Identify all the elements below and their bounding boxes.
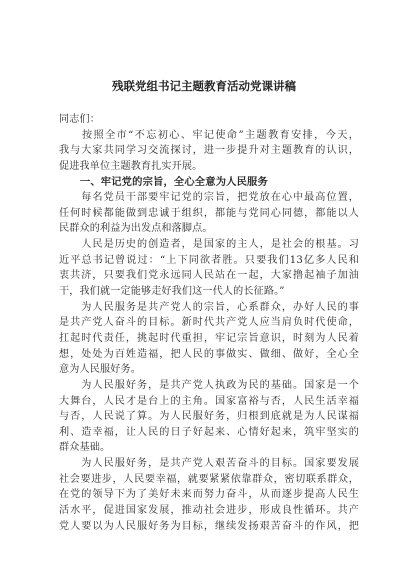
paragraph-line: 社会要进步，人民要幸福，就要紧紧依靠群众，密切联系群众， xyxy=(59,473,359,485)
paragraph-line: 人民是历史的创造者，是国家的主人，是社会的根基。习 xyxy=(59,239,359,251)
paragraph-line: 是共产党人奋斗的目标。新时代共产党人应当肩负时代使命， xyxy=(59,317,359,329)
document-title: 残联党组书记主题教育活动党课讲稿 xyxy=(112,79,296,93)
paragraph-line: 群众基础。 xyxy=(59,442,111,454)
document-body xyxy=(59,112,359,534)
paragraph-line: 为人民服务是共产党人的宗旨，心系群众，办好人民的事 xyxy=(59,301,359,313)
paragraph-line: 利、造幸福，让人民的日子好起来、心情好起来，筑牢坚实的 xyxy=(59,426,359,438)
salutation-line: 同志们： xyxy=(59,114,100,125)
paragraph-line: 任何时候都能做到忠诚于组织，都能与党同心同德，都能以人 xyxy=(59,207,359,219)
paragraph-line: 为人民服好务，是共产党人执政为民的基础。国家是一个 xyxy=(59,379,359,391)
paragraph-line: 想，处处为百姓造福，把人民的事做实、做细、做好，全心全 xyxy=(59,348,359,360)
paragraph-line: 为人民服好务，是共产党人艰苦奋斗的目标。国家要发展 xyxy=(59,458,359,470)
paragraph-line: 活水平，促进国家发展，推动社会进步，形成良性循环。共产 xyxy=(59,505,359,517)
paragraph-line: 大舞台，人民才是台上的主角。国家富裕与否，人民生活幸福 xyxy=(59,395,359,407)
section-heading: 一、牢记党的宗旨，全心全意为人民服务 xyxy=(59,175,268,188)
paragraph-line: 我与大家共同学习交流探讨，进一步提升对主题教育的认识， xyxy=(59,145,359,157)
paragraph-line: 与否，人民说了算。为人民服好务，归根到底就是为人民谋福 xyxy=(59,411,359,423)
paragraph-line: 党人要以为人民服好务为目标，继续发扬艰苦奋斗的作风，把 xyxy=(59,520,359,532)
paragraph-line: 近平总书记曾说过：“上下同欲者胜。只要我们13亿多人民和 xyxy=(59,254,359,266)
paragraph-line: 民群众的利益为出发点和落脚点。 xyxy=(59,223,213,235)
paragraph-line: 每名党员干部要牢记党的宗旨，把党放在心中最高位置， xyxy=(59,192,359,204)
paragraph-line: 促进我单位主题教育扎实开展。 xyxy=(59,160,203,172)
paragraph-line: 意为人民服好务。 xyxy=(59,364,141,376)
paragraph-line: 干，我们就一定能够走好我们这一代人的长征路。” xyxy=(59,286,285,298)
paragraph-line: 按照全市“不忘初心、牢记使命”主题教育安排，今天， xyxy=(59,129,359,141)
paragraph-line: 扛起时代责任，挑起时代重担，牢记宗旨意识，时刻为人民着 xyxy=(59,332,359,344)
paragraph-line: 在党的领导下为了美好未来而努力奋斗，从而逐步提高人民生 xyxy=(59,489,359,501)
paragraph-line: 衷共济，只要我们党永远同人民站在一起，大家撸起袖子加油 xyxy=(59,270,359,282)
